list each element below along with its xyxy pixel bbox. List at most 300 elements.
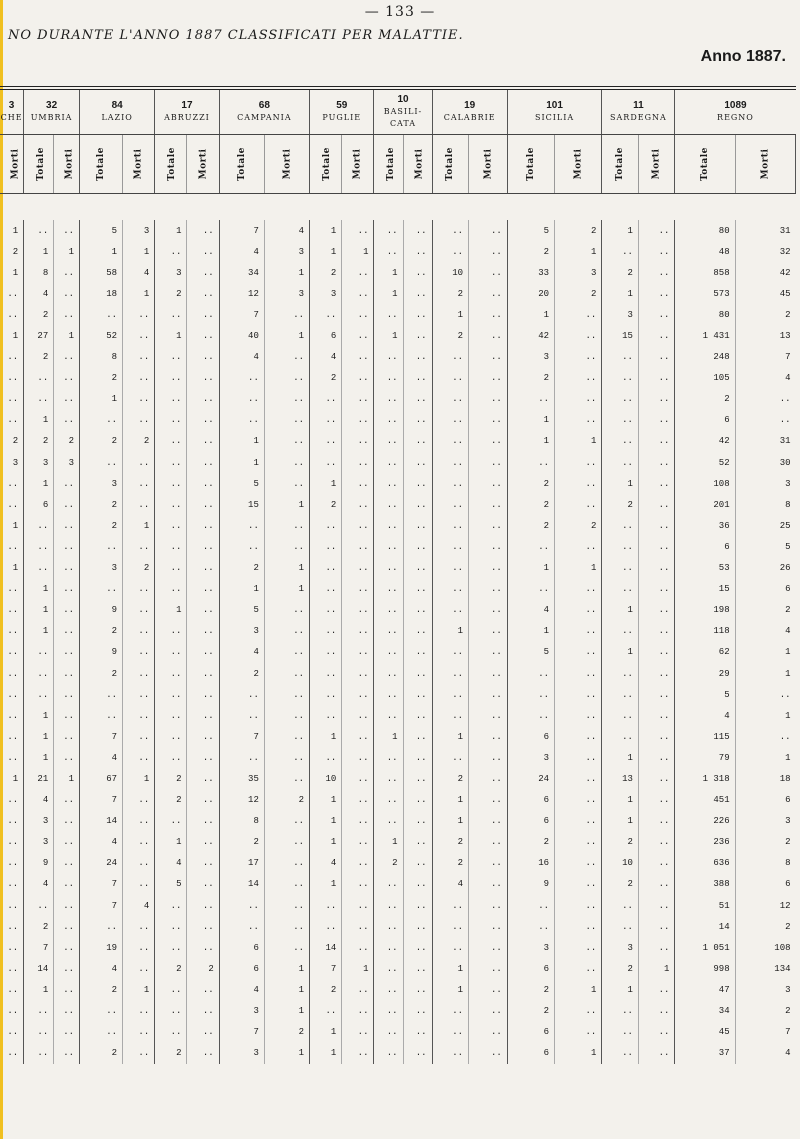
column-label: Totale [700,147,711,181]
column-label: Morti [413,148,424,180]
table-cell: .. [342,768,374,789]
table-cell: 1 [638,958,675,979]
table-cell: .. [638,726,675,747]
table-cell: .. [54,937,80,958]
table-cell: .. [403,325,432,346]
table-cell: .. [24,1000,54,1021]
table-cell: .. [54,621,80,642]
table-cell: .. [342,1043,374,1064]
table-cell: .. [310,558,342,579]
table-cell: .. [310,579,342,600]
table-cell: 2 [785,605,791,616]
table-cell: .. [403,220,432,241]
table-cell: .. [187,579,219,600]
table-cell: .. [374,389,403,410]
table-cell: .. [432,410,469,431]
table-row [0,979,796,1000]
table-cell: 1 [24,705,54,726]
table-cell: .. [54,663,80,684]
table-cell: .. [507,684,554,705]
table-cell: .. [264,663,309,684]
table-cell: .. [432,515,469,536]
table-cell: 388 [675,874,735,895]
table-cell: .. [638,937,675,958]
table-cell: .. [342,979,374,1000]
table-cell: .. [0,389,24,410]
table-cell: .. [187,494,219,515]
table-cell: 2 [219,663,264,684]
table-cell: 2 [80,979,123,1000]
table-cell: 1 [432,979,469,1000]
table-cell: .. [187,515,219,536]
table-cell: .. [342,895,374,916]
region-header-row [0,90,796,135]
table-cell: .. [310,452,342,473]
table-cell: 7 [80,790,123,811]
table-cell: .. [24,368,54,389]
table-cell: .. [0,874,24,895]
table-cell: 3 [80,473,123,494]
table-cell: .. [403,304,432,325]
table-cell: .. [310,747,342,768]
table-row [0,515,796,536]
table-cell: .. [602,684,639,705]
table-cell: 1 [374,832,403,853]
table-cell: 8 [785,499,791,510]
table-row [0,726,796,747]
table-cell: .. [187,410,219,431]
table-cell: .. [0,832,24,853]
table-cell: .. [403,452,432,473]
table-cell: 33 [507,262,554,283]
table-cell: .. [0,937,24,958]
table-cell: 2 [507,241,554,262]
table-cell: .. [432,579,469,600]
table-cell: .. [602,895,639,916]
table-cell: 1 [432,304,469,325]
table-cell: .. [403,684,432,705]
table-cell: .. [342,536,374,557]
column-label: Totale [36,147,47,181]
table-cell: .. [54,368,80,389]
table-cell: 3 [785,984,791,995]
table-cell: 2 [785,1006,791,1017]
table-cell: .. [342,790,374,811]
table-cell: .. [80,684,123,705]
table-cell: .. [469,895,508,916]
table-cell: .. [374,642,403,663]
table-cell: 24 [507,768,554,789]
table-cell: .. [54,958,80,979]
table-cell: .. [432,916,469,937]
table-row [0,642,796,663]
table-cell: .. [264,684,309,705]
table-cell: 3 [785,816,791,827]
table-cell: .. [602,431,639,452]
table-cell: .. [155,241,187,262]
table-cell: .. [187,642,219,663]
table-row [0,304,796,325]
table-cell: 36 [675,515,735,536]
table-cell: .. [555,895,602,916]
column-label: Totale [525,147,536,181]
table-cell: .. [342,473,374,494]
table-cell: 2 [555,515,602,536]
table-cell: .. [123,726,155,747]
table-cell: .. [187,536,219,557]
table-cell: 7 [24,937,54,958]
page-number: — 133 — [364,4,436,20]
table-cell: 6 [507,1043,554,1064]
top-rule [0,86,796,87]
table-cell: .. [469,916,508,937]
table-cell: 6 [785,584,791,595]
table-cell: 2 [155,283,187,304]
table-cell: .. [555,958,602,979]
table-cell: .. [555,832,602,853]
table-cell: .. [507,536,554,557]
table-cell: .. [80,916,123,937]
table-cell: 2 [310,368,342,389]
table-cell: .. [342,325,374,346]
table-cell: .. [374,410,403,431]
table-cell: 858 [675,262,735,283]
table-row [0,262,796,283]
table-cell: .. [123,684,155,705]
table-cell: .. [24,895,54,916]
table-cell: .. [24,536,54,557]
table-cell: .. [342,705,374,726]
table-row [0,663,796,684]
table-cell: 4 [310,347,342,368]
table-cell: 9 [24,853,54,874]
table-cell: .. [555,494,602,515]
table-cell: .. [155,473,187,494]
table-cell: 1 [24,473,54,494]
table-cell: .. [54,304,80,325]
table-cell: .. [638,663,675,684]
table-cell: 12 [219,283,264,304]
table-cell: 3 [264,283,309,304]
table-cell: 1 [507,621,554,642]
table-cell: .. [187,874,219,895]
totale-header [24,135,54,194]
table-cell: 1 [24,726,54,747]
table-cell: 1 [264,1043,309,1064]
table-cell: 1 [374,283,403,304]
table-cell: .. [403,558,432,579]
table-cell: .. [555,811,602,832]
column-label: Morti [352,148,363,180]
table-cell: .. [219,916,264,937]
table-row [0,874,796,895]
table-cell: .. [469,410,508,431]
table-cell: 47 [675,979,735,1000]
table-cell: .. [638,916,675,937]
table-cell: .. [638,220,675,241]
table-cell: .. [555,874,602,895]
table-cell: .. [123,473,155,494]
table-cell: .. [264,747,309,768]
table-cell: .. [602,347,639,368]
table-cell: 35 [219,768,264,789]
table-cell: .. [155,684,187,705]
morti-header [54,135,80,194]
table-cell: .. [432,663,469,684]
table-cell: 6 [785,795,791,806]
table-cell: .. [555,747,602,768]
totale-header [507,135,554,194]
table-cell: .. [264,410,309,431]
table-cell: 21 [24,768,54,789]
table-cell: 2 [219,832,264,853]
table-cell: 1 [264,325,309,346]
table-cell: .. [555,410,602,431]
table-row [0,220,796,241]
table-cell: 1 [310,220,342,241]
column-label: Morti [573,148,584,180]
table-cell: 1 [602,283,639,304]
table-cell: .. [638,1000,675,1021]
table-cell: .. [638,747,675,768]
table-cell: 226 [675,811,735,832]
table-cell: .. [342,515,374,536]
table-cell: .. [155,642,187,663]
table-cell: 80 [675,220,735,241]
table-cell: .. [187,916,219,937]
table-cell: .. [123,1022,155,1043]
table-cell: .. [80,452,123,473]
table-cell: 2 [80,431,123,452]
table-cell: 6 [310,325,342,346]
table-cell: .. [374,600,403,621]
column-label: Totale [445,147,456,181]
table-row [0,705,796,726]
table-cell: 6 [785,879,791,890]
table-cell: .. [469,811,508,832]
table-cell: .. [555,325,602,346]
table-cell: 1 [219,431,264,452]
table-cell: .. [432,452,469,473]
table-cell: 9 [507,874,554,895]
table-cell: .. [432,1022,469,1043]
table-cell: 42 [675,431,735,452]
table-cell: .. [469,579,508,600]
table-cell: .. [187,747,219,768]
table-cell: 105 [675,368,735,389]
table-cell: .. [54,515,80,536]
region-count: 3 [8,100,15,111]
table-cell: 1 [602,600,639,621]
table-cell: 1 051 [675,937,735,958]
table-cell: 1 [602,747,639,768]
column-label: Morti [133,148,144,180]
table-cell: .. [403,241,432,262]
table-cell: .. [555,705,602,726]
table-cell: .. [54,726,80,747]
table-cell: .. [602,1000,639,1021]
table-cell: .. [469,389,508,410]
table-cell: 1 [310,874,342,895]
table-cell: .. [638,304,675,325]
table-cell: 118 [675,621,735,642]
table-cell: 1 [54,325,80,346]
table-cell: 1 [219,579,264,600]
table-cell: .. [403,642,432,663]
table-cell: 1 [555,1043,602,1064]
table-row [0,811,796,832]
table-cell: 2 [80,368,123,389]
table-cell: .. [469,937,508,958]
table-cell: 4 [785,373,791,384]
table-cell: .. [264,536,309,557]
table-row [0,790,796,811]
region-header [80,90,155,135]
table-cell: 1 [507,558,554,579]
table-cell: .. [432,747,469,768]
table-row [0,347,796,368]
table-cell: 14 [24,958,54,979]
table-cell: .. [342,304,374,325]
column-label: Morti [281,148,292,180]
table-cell: .. [219,536,264,557]
table-cell: 10 [310,768,342,789]
table-cell: 14 [80,811,123,832]
table-cell: 24 [80,853,123,874]
table-row [0,768,796,789]
table-cell: .. [123,811,155,832]
table-cell: 4 [432,874,469,895]
morti-header [735,135,795,194]
table-cell: .. [469,536,508,557]
table-cell: .. [555,389,602,410]
table-cell: .. [24,684,54,705]
table-cell: .. [374,304,403,325]
table-cell: .. [403,768,432,789]
table-cell: 8 [80,347,123,368]
table-cell: .. [342,410,374,431]
table-cell: .. [432,705,469,726]
table-cell: 45 [675,1022,735,1043]
column-label: Morti [760,148,771,180]
region-header [155,90,219,135]
table-cell: .. [0,473,24,494]
table-cell: .. [469,684,508,705]
table-cell: .. [638,262,675,283]
region-count: 11 [633,100,644,111]
table-cell: .. [187,452,219,473]
table-cell: .. [54,895,80,916]
table-cell: .. [187,705,219,726]
table-cell: 34 [675,1000,735,1021]
table-cell: .. [0,494,24,515]
table-cell: .. [155,536,187,557]
table-cell: .. [264,347,309,368]
spacer-row [0,194,796,221]
table-cell: 1 [219,452,264,473]
table-cell: .. [342,916,374,937]
table-cell: .. [0,916,24,937]
table-cell: .. [432,368,469,389]
table-cell: 1 [155,220,187,241]
table-cell: 4 [80,747,123,768]
table-cell: 5 [155,874,187,895]
table-cell: .. [123,747,155,768]
table-heading: NO DURANTE L'ANNO 1887 CLASSIFICATI PER MALATTIE. [8,28,464,43]
table-cell: .. [555,536,602,557]
table-cell: .. [0,368,24,389]
table-cell: .. [403,389,432,410]
table-cell: .. [264,705,309,726]
table-cell: .. [80,304,123,325]
table-cell: 31 [779,436,791,447]
table-cell: .. [54,705,80,726]
table-cell: .. [0,790,24,811]
table-cell: 5 [219,600,264,621]
table-cell: 2 [24,347,54,368]
table-cell: 3 [219,621,264,642]
table-cell: 6 [219,958,264,979]
table-cell: .. [54,579,80,600]
table-cell: 4 [123,262,155,283]
table-cell: .. [123,1000,155,1021]
table-cell: 2 [80,621,123,642]
table-cell: .. [264,916,309,937]
table-cell: 3 [24,452,54,473]
table-cell: 1 [602,979,639,1000]
table-cell: .. [403,811,432,832]
region-name: REGNO [717,113,754,122]
table-cell: .. [219,515,264,536]
table-cell: 8 [785,858,791,869]
table-cell: .. [155,747,187,768]
table-cell: 1 [54,768,80,789]
table-cell: .. [374,1043,403,1064]
table-cell: .. [54,642,80,663]
table-cell: .. [0,600,24,621]
table-cell: .. [374,347,403,368]
table-cell: .. [187,1000,219,1021]
table-cell: .. [264,874,309,895]
table-cell: .. [80,579,123,600]
table-cell: .. [342,283,374,304]
table-cell: 1 [24,410,54,431]
table-cell: 2 [602,958,639,979]
table-cell: 1 [54,241,80,262]
table-cell: .. [123,494,155,515]
table-cell: 8 [24,262,54,283]
table-cell: .. [403,600,432,621]
table-cell: .. [219,895,264,916]
table-cell: .. [155,304,187,325]
table-cell: 2 [374,853,403,874]
totale-header [310,135,342,194]
table-cell: 2 [507,494,554,515]
table-cell: .. [638,579,675,600]
table-cell: .. [602,368,639,389]
table-cell: .. [342,600,374,621]
table-cell: .. [187,790,219,811]
table-cell: .. [403,874,432,895]
table-cell: .. [0,410,24,431]
table-cell: .. [555,853,602,874]
table-cell: .. [374,515,403,536]
table-cell: .. [54,410,80,431]
table-cell: .. [123,705,155,726]
table-cell: .. [24,663,54,684]
totale-header [80,135,123,194]
table-row [0,389,796,410]
